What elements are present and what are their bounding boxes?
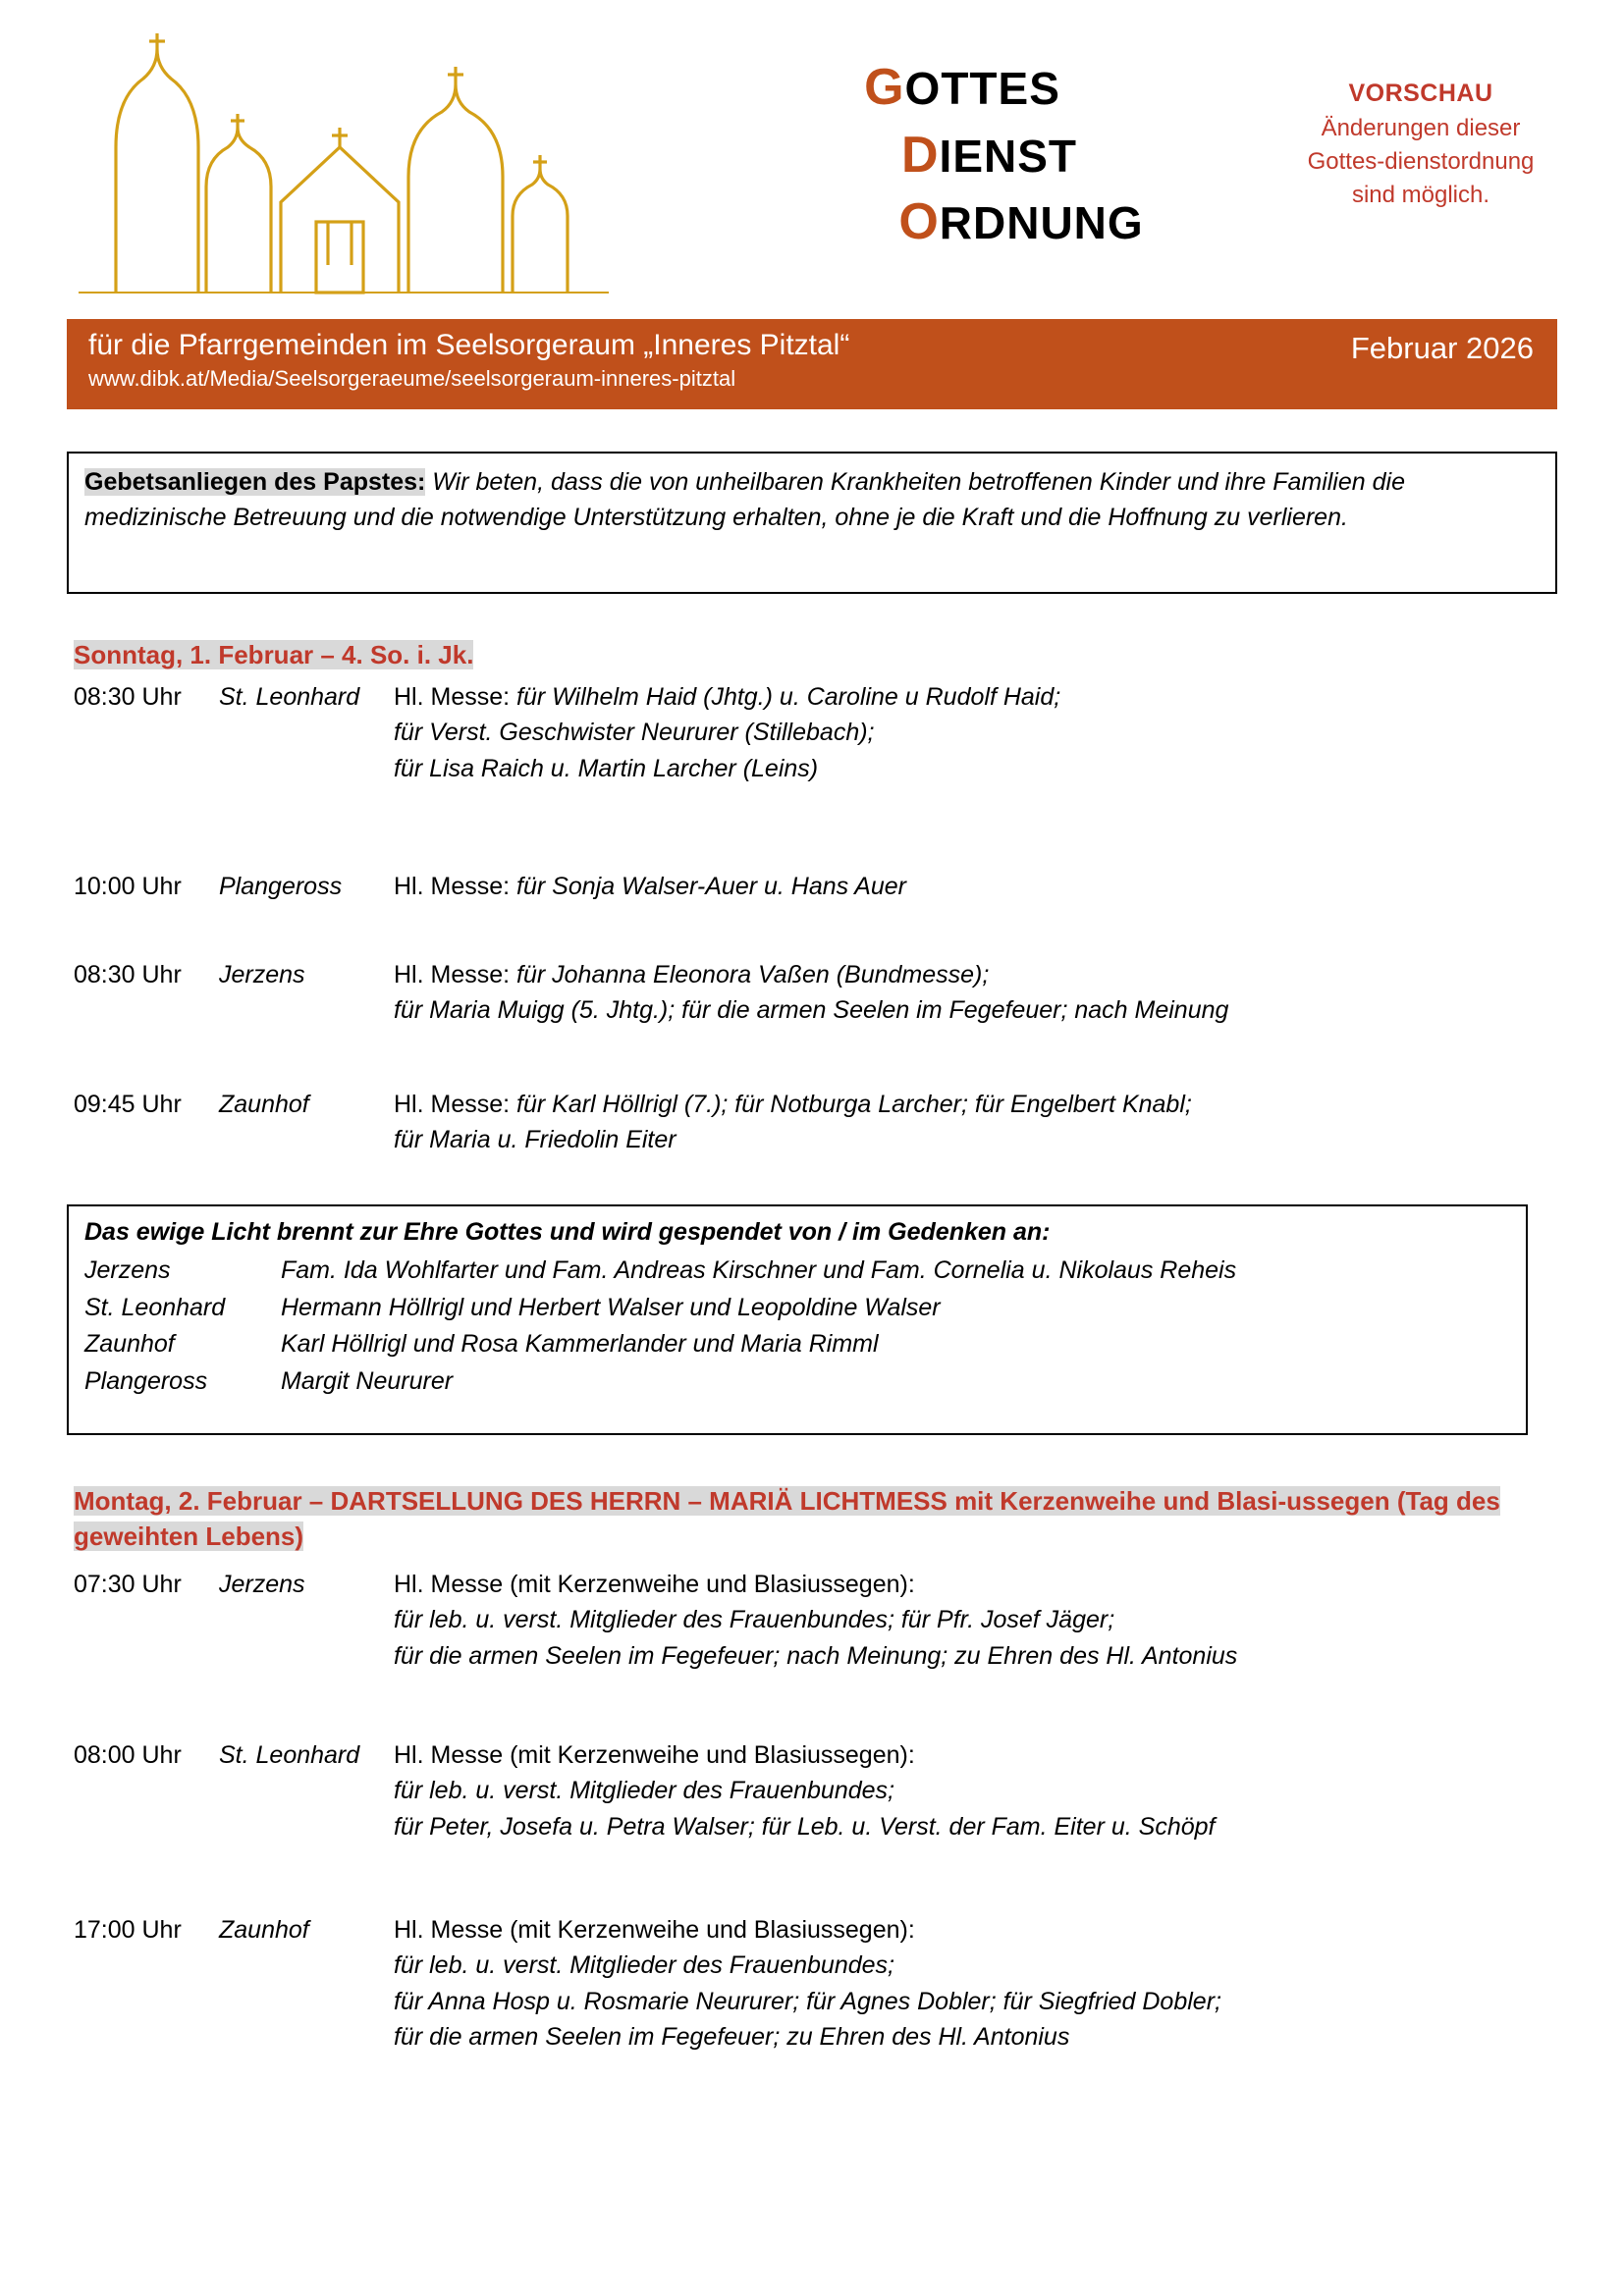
service-time: 08:00 Uhr <box>74 1741 182 1769</box>
pope-intention-box <box>67 452 1557 594</box>
service-entry <box>74 1567 1546 1674</box>
service-place: Plangeross <box>219 873 343 900</box>
pope-intention-text <box>84 465 1540 535</box>
parish-banner-title: für die Pfarrgemeinden im Seelsorgeraum „Inneres Pitztal“ <box>88 329 850 361</box>
eternal-light-box <box>67 1204 1528 1435</box>
eternal-light-parish: Plangeross <box>84 1366 208 1395</box>
service-place: Jerzens <box>219 1571 305 1598</box>
masthead-line-3: ORDNUNG <box>898 193 1144 251</box>
service-place: Zaunhof <box>219 1916 309 1944</box>
eternal-light-row <box>84 1290 1510 1327</box>
service-place: Zaunhof <box>219 1091 309 1118</box>
eternal-light-row <box>84 1253 1510 1290</box>
service-entry <box>74 1912 1546 2055</box>
service-time: 08:30 Uhr <box>74 961 182 988</box>
eternal-light-names: Fam. Ida Wohlfarter und Fam. Andreas Kirschner und Fam. Cornelia u. Nikolaus Reheis <box>281 1256 1237 1284</box>
eternal-light-parish: Zaunhof <box>84 1330 175 1358</box>
service-entry <box>74 957 1527 1029</box>
day-heading-sunday: Sonntag, 1. Februar – 4. So. i. Jk. <box>74 640 474 669</box>
service-time: 10:00 Uhr <box>74 873 182 900</box>
service-detail: Hl. Messe: für Wilhelm Haid (Jhtg.) u. Caroline u Rudolf Haid; für Verst. Geschwister Neururer (Stillebach); für Lisa Raich u. Martin Larcher (Leins) <box>394 683 1061 782</box>
service-entry <box>74 1737 1546 1844</box>
pope-intention-body: Wir beten, dass die von unheilbaren Krankheiten betroffenen Kinder und ihre Familien die medizinische Betreuung und die notwendige Unterstützung erhalten, ohne je die Kraft und die Hoffnung zu verlieren. <box>84 468 1405 531</box>
service-place: St. Leonhard <box>219 1741 360 1769</box>
eternal-light-names: Hermann Höllrigl und Herbert Walser und Leopoldine Walser <box>281 1293 941 1321</box>
service-time: 07:30 Uhr <box>74 1571 182 1598</box>
service-detail: Hl. Messe (mit Kerzenweihe und Blasiussegen): für leb. u. verst. Mitglieder des Frauenbundes; für Anna Hosp u. Rosmarie Neururer; für Agnes Dobler; für Siegfried Dobler; für die armen Seelen im Fegefeuer; zu Ehren des Hl. Antonius <box>394 1916 1221 2051</box>
service-time: 09:45 Uhr <box>74 1091 182 1118</box>
eternal-light-title: Das ewige Licht brennt zur Ehre Gottes und wird gespendet von / im Gedenken an: <box>84 1218 1051 1246</box>
eternal-light-parish: St. Leonhard <box>84 1293 226 1321</box>
service-detail: Hl. Messe: für Johanna Eleonora Vaßen (Bundmesse); für Maria Muigg (5. Jhtg.); für die armen Seelen im Fegefeuer; nach Meinung <box>394 961 1229 1025</box>
church-silhouette-illustration <box>59 29 707 294</box>
masthead-line-1: GOTTES <box>864 59 1060 116</box>
service-detail: Hl. Messe (mit Kerzenweihe und Blasiussegen): für leb. u. verst. Mitglieder des Frauenbundes; für Peter, Josefa u. Petra Walser; für Leb. u. Verst. der Fam. Eiter u. Schöpf <box>394 1741 1216 1841</box>
eternal-light-names: Karl Höllrigl und Rosa Kammerlander und Maria Rimml <box>281 1330 879 1358</box>
eternal-light-row <box>84 1326 1510 1363</box>
service-detail: Hl. Messe: für Sonja Walser-Auer u. Hans Auer <box>394 873 906 900</box>
day-heading-monday: Montag, 2. Februar – DARTSELLUNG DES HERRN – MARIÄ LICHTMESS mit Kerzenweihe und Blasi-ussegen (Tag des geweihten Lebens) <box>74 1486 1500 1551</box>
service-detail: Hl. Messe (mit Kerzenweihe und Blasiussegen): für leb. u. verst. Mitglieder des Frauenbundes; für Pfr. Josef Jäger; für die armen Seelen im Fegefeuer; nach Meinung; zu Ehren des Hl. Antonius <box>394 1571 1238 1670</box>
masthead-line-2: DIENST <box>900 126 1078 184</box>
eternal-light-parish: Jerzens <box>84 1256 171 1284</box>
service-detail: Hl. Messe: für Karl Höllrigl (7.); für Notburga Larcher; für Engelbert Knabl; für Maria u. Friedolin Eiter <box>394 1091 1192 1154</box>
service-entry <box>74 1087 1527 1158</box>
preview-notice-body: Änderungen dieser Gottes-dienstordnung sind möglich. <box>1307 114 1535 208</box>
preview-notice <box>1288 77 1553 212</box>
pope-intention-label: Gebetsanliegen des Papstes: <box>84 468 426 496</box>
masthead-title <box>687 54 1237 256</box>
service-time: 08:30 Uhr <box>74 683 182 711</box>
service-place: Jerzens <box>219 961 305 988</box>
service-entry <box>74 869 1527 904</box>
eternal-light-row <box>84 1363 1510 1401</box>
preview-notice-title: VORSCHAU <box>1348 80 1493 107</box>
eternal-light-names: Margit Neururer <box>281 1366 454 1395</box>
service-entry <box>74 679 1527 786</box>
parish-banner <box>67 319 1557 409</box>
parish-banner-month: Februar 2026 <box>1350 331 1534 365</box>
document-header <box>0 0 1624 294</box>
parish-banner-url[interactable]: www.dibk.at/Media/Seelsorgeraeume/seelsorgeraum-inneres-pitztal <box>88 365 736 391</box>
service-place: St. Leonhard <box>219 683 360 711</box>
service-time: 17:00 Uhr <box>74 1916 182 1944</box>
